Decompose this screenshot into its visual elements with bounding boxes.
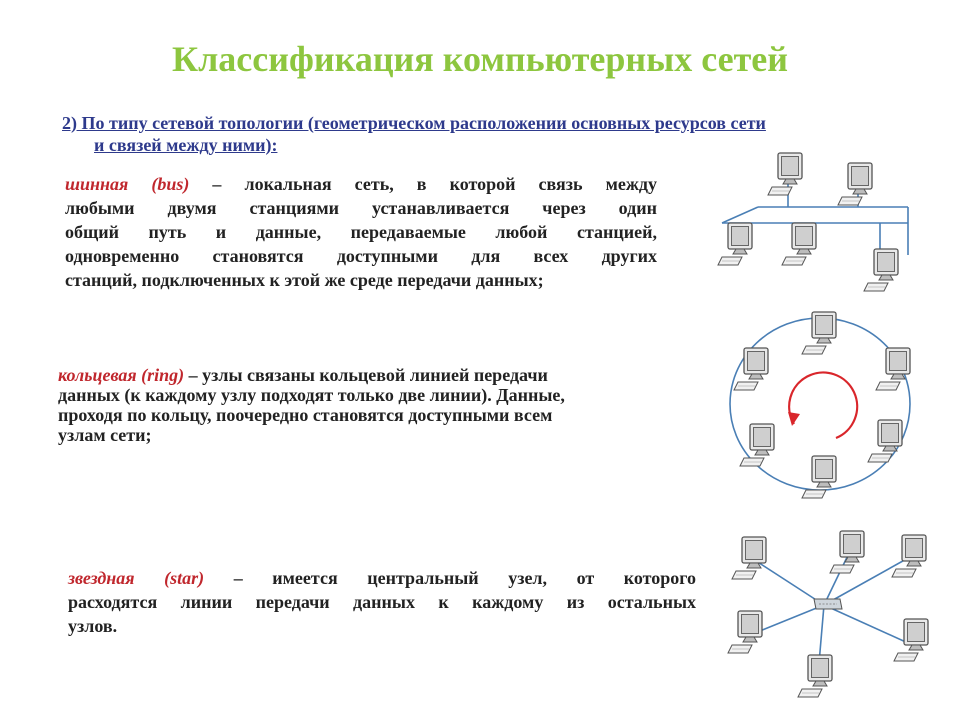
- computer-icon: [876, 348, 910, 390]
- star-topology-diagram: [710, 515, 938, 715]
- ring-text-line-3: проходя по кольцу, поочередно становятся доступными всем: [58, 405, 553, 425]
- star-text-line-3: узлов.: [68, 616, 118, 636]
- bus-text-line-4: одновременно становятся доступными для всех других: [65, 246, 657, 266]
- circular-arrow-icon: [788, 373, 857, 438]
- star-text-line-1: – имеется центральный узел, от которого: [204, 568, 697, 588]
- computer-icon: [768, 153, 802, 195]
- computer-icon: [838, 163, 872, 205]
- computer-icon: [782, 223, 816, 265]
- subtitle-line-1: 2) По типу сетевой топологии (геометрическом расположении основных ресурсов сети: [62, 113, 766, 133]
- bus-term: шинная (bus): [65, 174, 190, 194]
- subtitle-line-2: и связей между ними):: [94, 135, 278, 155]
- bus-topology-diagram: [700, 145, 922, 305]
- computer-icon: [740, 424, 774, 466]
- bus-text-line-3: общий путь и данные, передаваемые любой станцией,: [65, 222, 657, 242]
- ring-description: [58, 365, 658, 445]
- hub-icon: [814, 599, 842, 609]
- ring-term: кольцевая (ring): [58, 365, 185, 385]
- bus-text-line-1: – локальная сеть, в которой связь между: [189, 174, 657, 194]
- star-text-line-2: расходятся линии передачи данных к каждому из остальных: [68, 592, 696, 612]
- slide-title: Классификация компьютерных сетей: [171, 39, 789, 79]
- computer-icon: [892, 535, 926, 577]
- computer-icon: [734, 348, 768, 390]
- computer-icon: [868, 420, 902, 462]
- computer-icon: [718, 223, 752, 265]
- computer-icon: [802, 456, 836, 498]
- ring-text-line-4: узлам сети;: [58, 425, 152, 445]
- star-description: [68, 566, 696, 638]
- computer-icon: [732, 537, 766, 579]
- computer-icon: [830, 531, 864, 573]
- ring-text-line-2: данных (к каждому узлу подходят только две линии). Данные,: [58, 385, 565, 405]
- star-term: звездная (star): [68, 568, 205, 588]
- bus-text-line-5: станций, подключенных к этой же среде передачи данных;: [65, 270, 544, 290]
- bus-description: [65, 172, 657, 292]
- computer-icon: [798, 655, 832, 697]
- bus-text-line-2: любыми двумя станциями устанавливается через один: [65, 198, 657, 218]
- computer-icon: [864, 249, 898, 291]
- computer-icon: [894, 619, 928, 661]
- ring-topology-diagram: [712, 302, 924, 507]
- ring-text-line-1: – узлы связаны кольцевой линией передачи: [184, 365, 548, 385]
- computer-icon: [728, 611, 762, 653]
